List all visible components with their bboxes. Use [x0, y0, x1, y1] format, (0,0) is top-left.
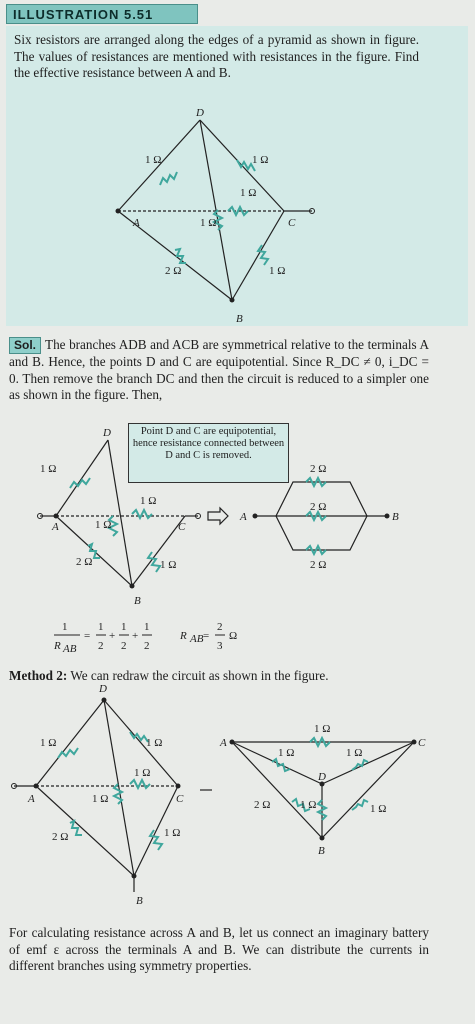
svg-text:R: R: [180, 630, 187, 642]
svg-text:+: +: [109, 630, 116, 642]
svg-text:2 Ω: 2 Ω: [76, 556, 93, 568]
label-b: B: [236, 313, 243, 325]
svg-text:1 Ω: 1 Ω: [95, 519, 112, 531]
svg-text:2: 2: [121, 640, 127, 652]
figure-pyramid: [0, 0, 475, 330]
svg-text:1 Ω: 1 Ω: [92, 793, 109, 805]
label-d: D: [196, 107, 204, 119]
method2-line: Method 2: We can redraw the circuit as shown in the figure.: [9, 668, 329, 683]
svg-text:C: C: [418, 737, 426, 749]
svg-text:A: A: [28, 793, 35, 805]
svg-text:1 Ω: 1 Ω: [240, 187, 257, 199]
svg-text:1 Ω: 1 Ω: [164, 827, 181, 839]
svg-text:2 Ω: 2 Ω: [310, 559, 327, 571]
svg-text:1 Ω: 1 Ω: [140, 495, 157, 507]
question-text: Six resistors are arranged along the edges of a pyramid as shown in figure. The values of resistances are mentioned with resistances in the figure. Find the effective resistance between A and B.: [14, 32, 419, 80]
svg-text:1: 1: [98, 621, 104, 633]
svg-text:C: C: [176, 793, 184, 805]
svg-text:A: A: [220, 737, 227, 749]
svg-text:B: B: [318, 845, 325, 857]
resistor-ab: [175, 249, 186, 263]
svg-text:1 Ω: 1 Ω: [134, 767, 151, 779]
svg-text:2: 2: [98, 640, 104, 652]
svg-text:=: =: [203, 630, 210, 642]
svg-text:1 Ω: 1 Ω: [346, 747, 363, 759]
figure-reduced: [0, 420, 475, 620]
svg-text:D: D: [318, 771, 326, 783]
final-para: For calculating resistance across A and B, let us connect an imaginary battery of emf ε across the terminals A and B. We can distribute the currents in different branches using symmetry properties.: [9, 925, 429, 973]
svg-text:A: A: [240, 511, 247, 523]
svg-text:1 Ω: 1 Ω: [314, 723, 331, 735]
resistor-ad: [160, 172, 177, 185]
svg-text:1 Ω: 1 Ω: [40, 463, 57, 475]
svg-text:=: =: [84, 630, 91, 642]
svg-text:2: 2: [144, 640, 150, 652]
svg-text:3: 3: [217, 640, 223, 652]
svg-text:1 Ω: 1 Ω: [40, 737, 57, 749]
svg-text:2 Ω: 2 Ω: [254, 799, 271, 811]
svg-text:1: 1: [121, 621, 127, 633]
svg-text:+: +: [132, 630, 139, 642]
svg-text:1 Ω: 1 Ω: [200, 217, 217, 229]
svg-text:2 Ω: 2 Ω: [310, 463, 327, 475]
solution-para: Sol. The branches ADB and ACB are symmetrical relative to the terminals A and B. Hence, the points D and C are equipotential. Since R_DC ≠ 0, i_DC = 0. Then remove the branch DC and then the circuit is reduced to a simpler one as shown in the figure. Then,: [9, 337, 429, 402]
svg-text:A: A: [52, 521, 59, 533]
svg-text:AB: AB: [63, 643, 77, 655]
equation: [0, 612, 475, 662]
svg-text:R: R: [54, 640, 61, 652]
svg-text:1 Ω: 1 Ω: [370, 803, 387, 815]
svg-text:C: C: [178, 521, 186, 533]
svg-text:1 Ω: 1 Ω: [300, 799, 317, 811]
svg-text:D: D: [99, 683, 107, 695]
svg-text:1 Ω: 1 Ω: [145, 154, 162, 166]
svg-text:2 Ω: 2 Ω: [165, 265, 182, 277]
figure-method2: [0, 680, 475, 920]
svg-text:1: 1: [144, 621, 150, 633]
svg-text:2: 2: [217, 621, 223, 633]
svg-text:1 Ω: 1 Ω: [146, 737, 163, 749]
svg-text:1 Ω: 1 Ω: [269, 265, 286, 277]
svg-text:B: B: [392, 511, 399, 523]
svg-text:2 Ω: 2 Ω: [310, 501, 327, 513]
svg-text:D: D: [103, 427, 111, 439]
svg-text:AB: AB: [190, 633, 204, 645]
svg-text:B: B: [134, 595, 141, 607]
svg-text:1 Ω: 1 Ω: [252, 154, 269, 166]
svg-text:1: 1: [62, 621, 68, 633]
illustration-tag: ILLUSTRATION 5.51: [6, 4, 198, 24]
svg-text:1 Ω: 1 Ω: [278, 747, 295, 759]
svg-text:2 Ω: 2 Ω: [52, 831, 69, 843]
label-c: C: [288, 217, 296, 229]
svg-text:1 Ω: 1 Ω: [160, 559, 177, 571]
callout-box: Point D and C are equipotential, hence resistance connected between D and C is removed.: [128, 423, 289, 483]
svg-text:Ω: Ω: [229, 630, 238, 642]
svg-text:B: B: [136, 895, 143, 907]
sol-label: Sol.: [9, 337, 41, 354]
label-a: A: [133, 217, 140, 229]
